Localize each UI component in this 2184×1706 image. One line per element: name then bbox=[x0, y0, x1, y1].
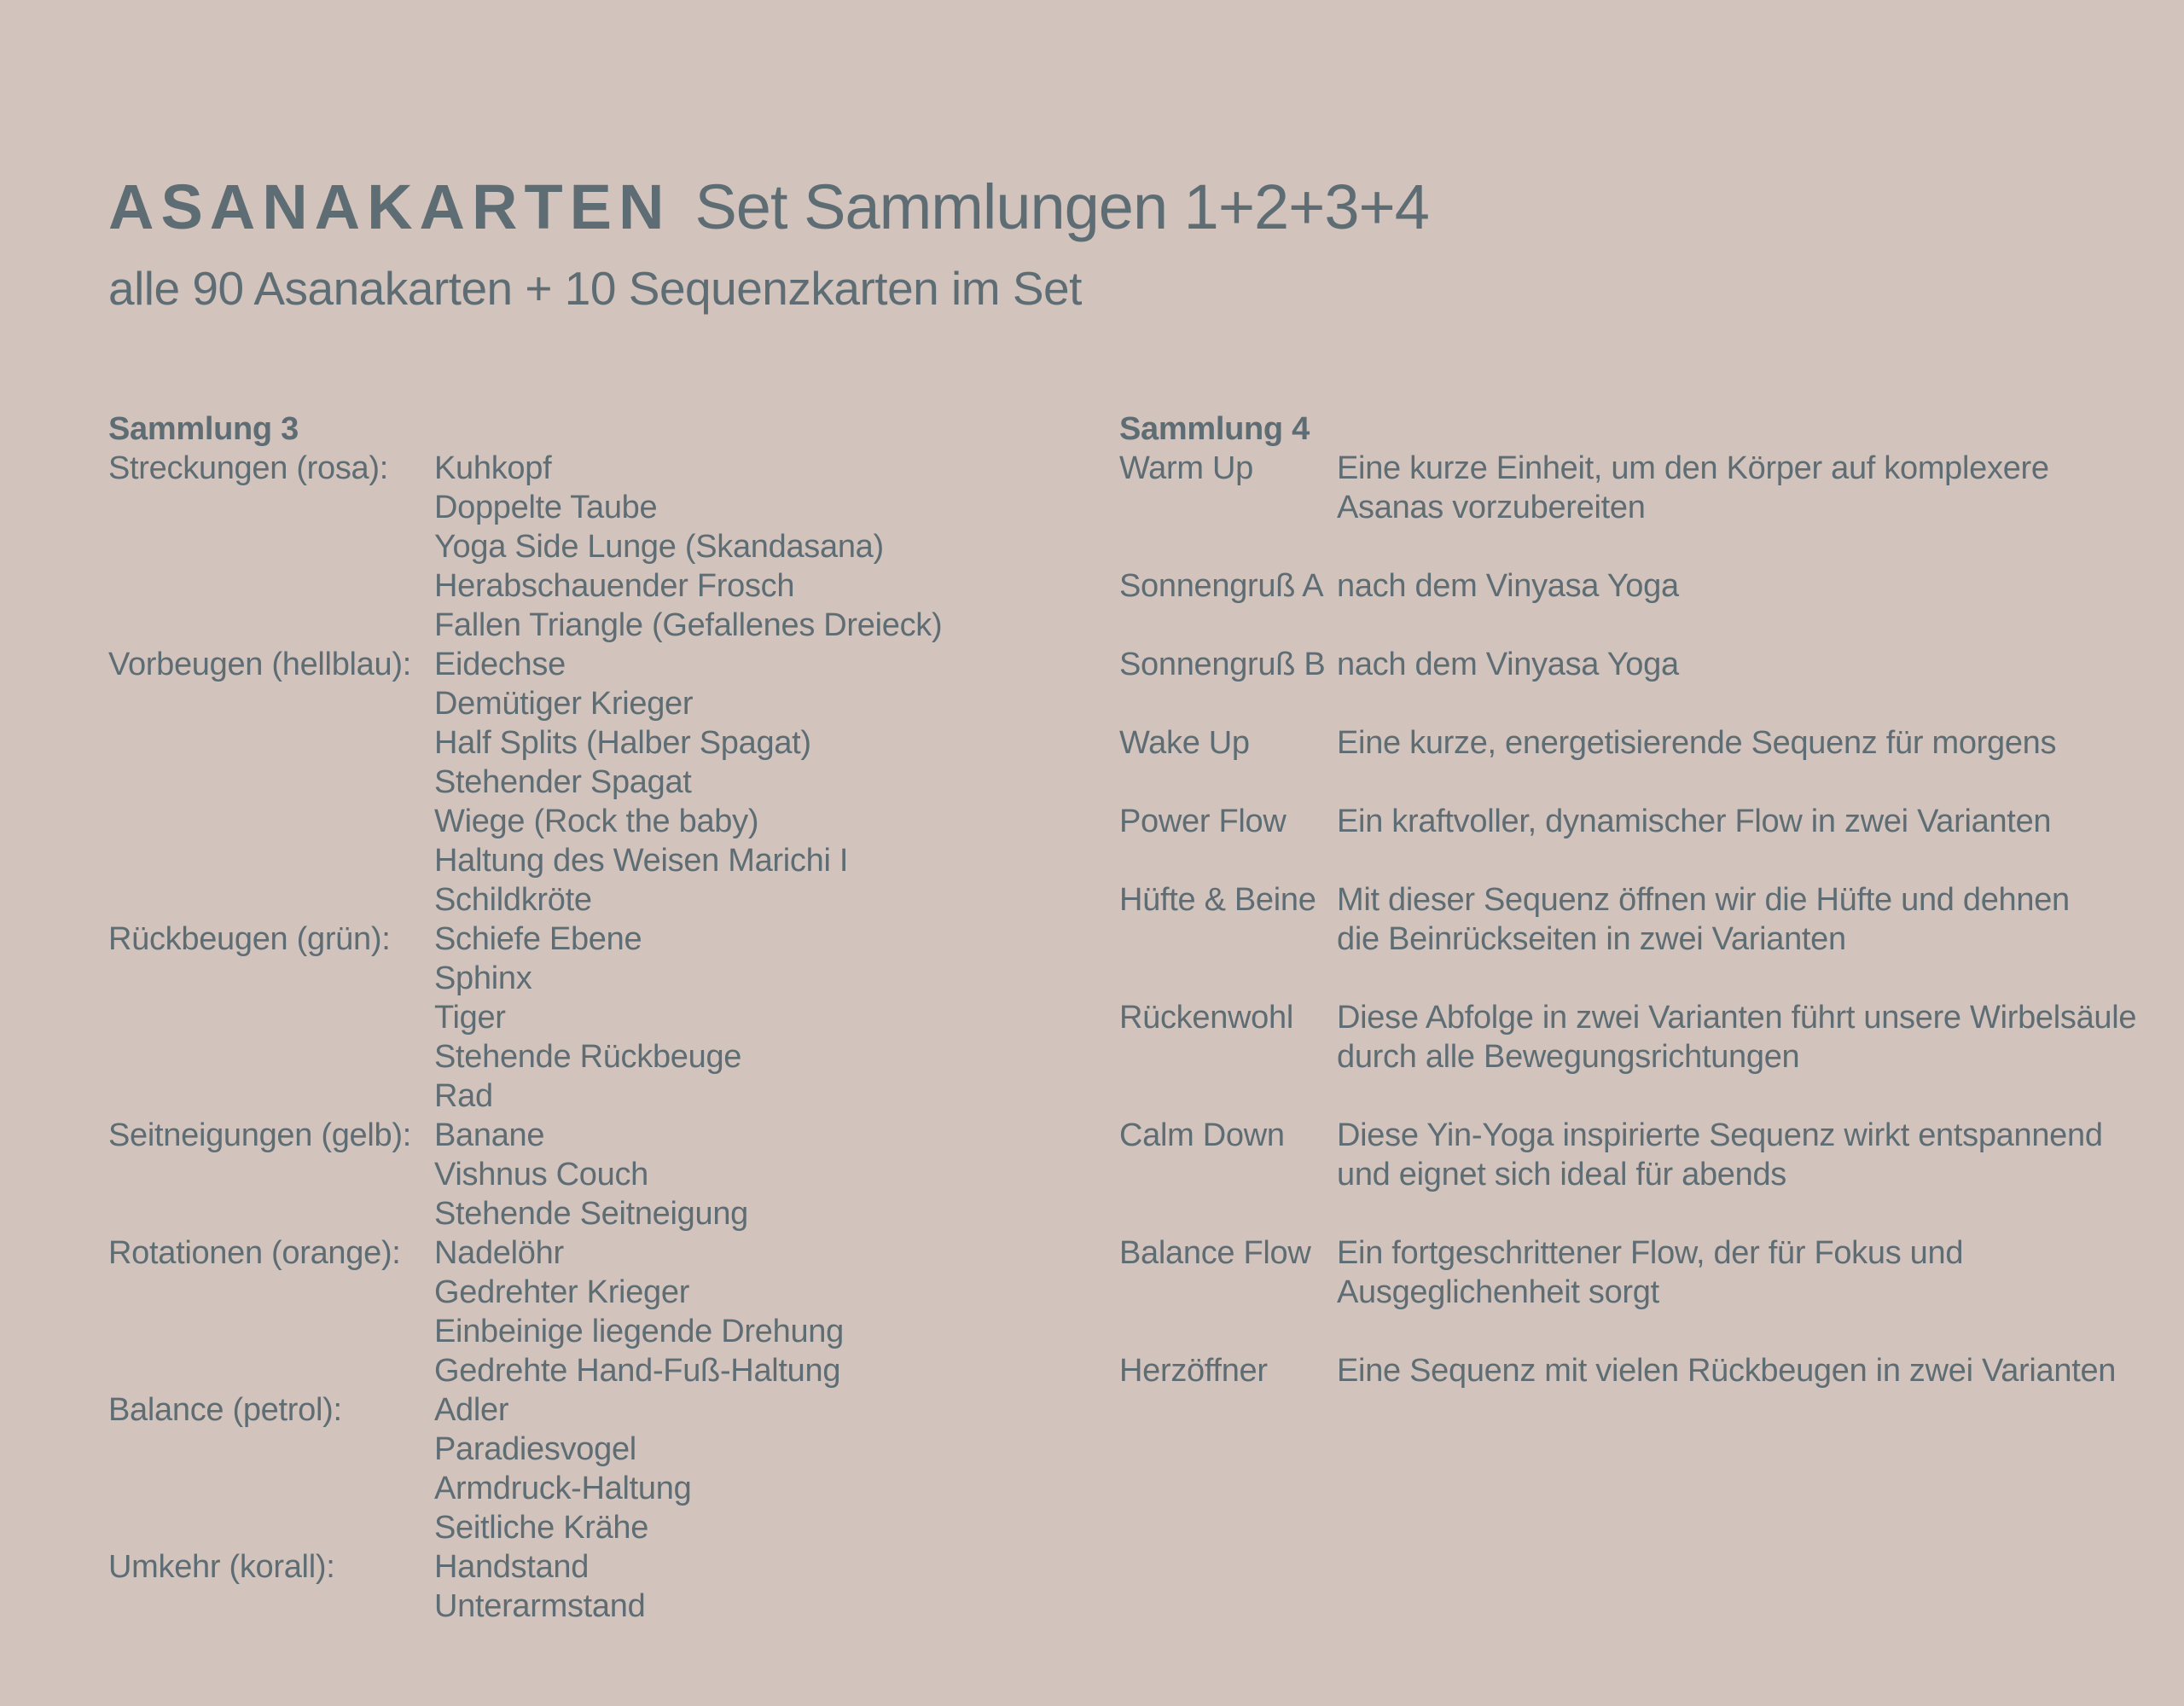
sequence-name: Sonnengruß B bbox=[1119, 647, 1326, 682]
category-label: Vorbeugen (hellblau): bbox=[108, 647, 411, 682]
category-items bbox=[434, 1390, 691, 1547]
sequence-row bbox=[1119, 645, 2156, 684]
asana-item: Doppelte Taube bbox=[434, 490, 658, 525]
sequence-description-line: Asanas vorzubereiten bbox=[1337, 490, 1646, 525]
sequence-description bbox=[1337, 645, 2156, 684]
sequence-description bbox=[1337, 1233, 2156, 1312]
sequence-description bbox=[1337, 998, 2156, 1076]
sequence-row bbox=[1119, 1116, 2156, 1194]
sequence-description-line: die Beinrückseiten in zwei Varianten bbox=[1337, 921, 1846, 957]
category-items bbox=[434, 920, 741, 1116]
asana-item: Tiger bbox=[434, 1000, 506, 1036]
category-label: Rückbeugen (grün): bbox=[108, 921, 391, 957]
sequence-name: Rückenwohl bbox=[1119, 1000, 1293, 1036]
asana-item: Armdruck-Haltung bbox=[434, 1471, 692, 1506]
asana-item: Stehende Rückbeuge bbox=[434, 1039, 742, 1075]
sequence-description-line: Mit dieser Sequenz öffnen wir die Hüfte und dehnen bbox=[1337, 882, 2070, 918]
asana-item: Yoga Side Lunge (Skandasana) bbox=[434, 529, 884, 565]
category-list bbox=[108, 449, 942, 1626]
asana-item: Gedrehte Hand-Fuß-Haltung bbox=[434, 1353, 841, 1389]
sequence-list bbox=[1119, 449, 2156, 1390]
category-items bbox=[434, 1233, 844, 1390]
sequence-description bbox=[1337, 449, 2156, 527]
sequence-row bbox=[1119, 449, 2156, 527]
category-items bbox=[434, 645, 848, 920]
sequence-name: Power Flow bbox=[1119, 804, 1287, 839]
asana-item: Fallen Triangle (Gefallenes Dreieck) bbox=[434, 607, 943, 643]
sequence-description bbox=[1337, 1351, 2156, 1390]
asana-item: Schiefe Ebene bbox=[434, 921, 642, 957]
asana-item: Nadelöhr bbox=[434, 1235, 564, 1271]
asana-item: Einbeinige liegende Drehung bbox=[434, 1314, 844, 1349]
asana-item: Banane bbox=[434, 1117, 545, 1153]
sammlung-3-section bbox=[108, 409, 942, 1626]
asana-item: Sphinx bbox=[434, 960, 532, 996]
asana-item: Stehende Seitneigung bbox=[434, 1196, 748, 1232]
sequence-description-line: Ein kraftvoller, dynamischer Flow in zwei Varianten bbox=[1337, 804, 2052, 839]
asana-item: Kuhkopf bbox=[434, 450, 552, 486]
title-brand: ASANAKARTEN bbox=[108, 171, 671, 242]
sequence-description-line: Eine Sequenz mit vielen Rückbeugen in zwei Varianten bbox=[1337, 1353, 2117, 1389]
page-subtitle: alle 90 Asanakarten + 10 Sequenzkarten im Set bbox=[108, 262, 1082, 315]
category-label: Balance (petrol): bbox=[108, 1392, 342, 1428]
sequence-row bbox=[1119, 723, 2156, 763]
sammlung-4-heading: Sammlung 4 bbox=[1119, 411, 1310, 447]
category-row bbox=[108, 1547, 942, 1626]
sammlung-3-heading: Sammlung 3 bbox=[108, 411, 299, 447]
category-items bbox=[434, 449, 942, 645]
sequence-description bbox=[1337, 802, 2156, 841]
sequence-name: Hüfte & Beine bbox=[1119, 882, 1316, 918]
asana-item: Unterarmstand bbox=[434, 1588, 646, 1624]
page-title bbox=[108, 166, 1429, 248]
sequence-row bbox=[1119, 802, 2156, 841]
category-row bbox=[108, 920, 942, 1116]
sequence-row bbox=[1119, 566, 2156, 606]
category-label: Streckungen (rosa): bbox=[108, 450, 389, 486]
sequence-name: Herzöffner bbox=[1119, 1353, 1268, 1389]
asana-item: Herabschauender Frosch bbox=[434, 568, 795, 604]
category-row bbox=[108, 1233, 942, 1390]
sequence-description-line: Diese Abfolge in zwei Varianten führt unsere Wirbelsäule bbox=[1337, 1000, 2137, 1036]
sequence-description-line: nach dem Vinyasa Yoga bbox=[1337, 647, 1679, 682]
title-rest: Set Sammlungen 1+2+3+4 bbox=[694, 171, 1429, 242]
category-label: Rotationen (orange): bbox=[108, 1235, 401, 1271]
asana-item: Gedrehter Krieger bbox=[434, 1274, 690, 1310]
asana-item: Rad bbox=[434, 1078, 493, 1114]
category-row bbox=[108, 449, 942, 645]
sequence-row bbox=[1119, 1233, 2156, 1312]
sequence-description bbox=[1337, 1116, 2156, 1194]
category-items bbox=[434, 1116, 748, 1233]
asana-item: Haltung des Weisen Marichi I bbox=[434, 843, 849, 879]
page-header bbox=[108, 166, 1429, 318]
sequence-description-line: und eignet sich ideal für abends bbox=[1337, 1157, 1787, 1192]
category-row bbox=[108, 1116, 942, 1233]
asana-item: Paradiesvogel bbox=[434, 1431, 636, 1467]
asana-item: Handstand bbox=[434, 1549, 590, 1585]
sequence-row bbox=[1119, 880, 2156, 959]
sequence-description-line: Diese Yin-Yoga inspirierte Sequenz wirkt entspannend bbox=[1337, 1117, 2103, 1153]
sequence-description-line: durch alle Bewegungsrichtungen bbox=[1337, 1039, 1800, 1075]
asana-item: Vishnus Couch bbox=[434, 1157, 649, 1192]
sequence-description-line: Ausgeglichenheit sorgt bbox=[1337, 1274, 1659, 1310]
category-items bbox=[434, 1547, 645, 1626]
category-row bbox=[108, 1390, 942, 1547]
asana-item: Schildkröte bbox=[434, 882, 592, 918]
sequence-row bbox=[1119, 1351, 2156, 1390]
sequence-description bbox=[1337, 880, 2156, 959]
sequence-name: Calm Down bbox=[1119, 1117, 1285, 1153]
asana-item: Demütiger Krieger bbox=[434, 686, 694, 722]
sequence-name: Wake Up bbox=[1119, 725, 1250, 761]
sequence-row bbox=[1119, 998, 2156, 1076]
asana-item: Wiege (Rock the baby) bbox=[434, 804, 759, 839]
asana-item: Stehender Spagat bbox=[434, 764, 692, 800]
asana-item: Eidechse bbox=[434, 647, 566, 682]
category-label: Seitneigungen (gelb): bbox=[108, 1117, 411, 1153]
asana-item: Adler bbox=[434, 1392, 509, 1428]
sequence-name: Warm Up bbox=[1119, 450, 1253, 486]
sequence-description bbox=[1337, 566, 2156, 606]
sequence-name: Sonnengruß A bbox=[1119, 568, 1324, 604]
category-row bbox=[108, 645, 942, 920]
sammlung-4-section bbox=[1119, 409, 2156, 1430]
category-label: Umkehr (korall): bbox=[108, 1549, 335, 1585]
sequence-description bbox=[1337, 723, 2156, 763]
asana-item: Seitliche Krähe bbox=[434, 1510, 649, 1546]
sequence-description-line: Ein fortgeschrittener Flow, der für Fokus und bbox=[1337, 1235, 1964, 1271]
sequence-description-line: Eine kurze Einheit, um den Körper auf komplexere bbox=[1337, 450, 2049, 486]
asana-item: Half Splits (Halber Spagat) bbox=[434, 725, 811, 761]
sequence-description-line: nach dem Vinyasa Yoga bbox=[1337, 568, 1679, 604]
sequence-description-line: Eine kurze, energetisierende Sequenz für morgens bbox=[1337, 725, 2057, 761]
sequence-name: Balance Flow bbox=[1119, 1235, 1311, 1271]
